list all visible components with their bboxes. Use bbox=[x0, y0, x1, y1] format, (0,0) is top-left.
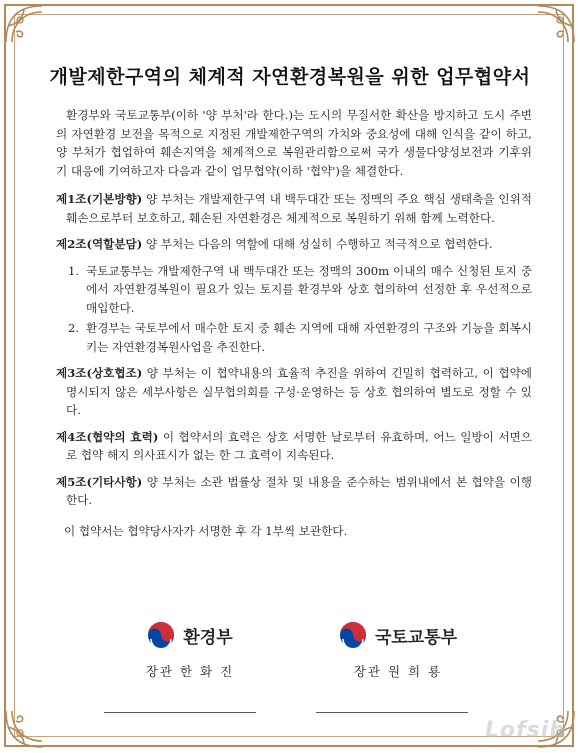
minister-name: 장관 원 희 룡 bbox=[353, 664, 443, 679]
article-5 bbox=[56, 473, 532, 510]
signature-line bbox=[316, 712, 468, 713]
taegeuk-emblem-icon bbox=[339, 621, 367, 649]
item-number: 1. bbox=[68, 263, 80, 278]
signature-block-land bbox=[298, 620, 498, 680]
article-heading: 제2조(역할분담) bbox=[56, 237, 143, 251]
document-title: 개발제한구역의 체계적 자연환경복원을 위한 업무협약서 bbox=[49, 66, 531, 88]
article-heading: 제4조(협약의 효력) bbox=[56, 429, 159, 444]
signature-block-environment bbox=[90, 620, 290, 680]
article-4 bbox=[56, 428, 532, 465]
item-text: 환경부는 국토부에서 매수한 토지 중 훼손 지역에 대해 자연환경의 구조와 기능을 회복시키는 자연환경복원사업을 추진한다. bbox=[86, 321, 532, 354]
article-heading: 제3조(상호협조) bbox=[56, 366, 143, 380]
article-text: 양 부처는 이 협약내용의 효율적 추진을 위하여 긴밀히 협력하고, 이 협약에 명시되지 않은 세부사항은 실무협의회를 구성·운영하는 등 상호 협의하여 별도로 정할 수 있다. bbox=[66, 366, 532, 417]
article-text: 양 부처는 다음의 역할에 대해 성실히 수행하고 적극적으로 협력한다. bbox=[142, 237, 493, 251]
ministry-name: 환경부 bbox=[183, 627, 233, 648]
ministry-name: 국토교통부 bbox=[374, 627, 458, 648]
article-3 bbox=[56, 364, 532, 420]
ministry-logo bbox=[90, 620, 290, 650]
article-heading: 제1조(기본방향) bbox=[56, 192, 143, 206]
article-heading: 제5조(기타사항) bbox=[56, 474, 143, 489]
corner-ornament-icon bbox=[2, 2, 48, 48]
list-item bbox=[68, 262, 532, 318]
corner-ornament-icon bbox=[532, 2, 578, 48]
article-2 bbox=[56, 235, 532, 254]
signature-line bbox=[104, 712, 256, 713]
article-2-items bbox=[68, 262, 532, 357]
taegeuk-emblem-icon bbox=[147, 621, 175, 649]
list-item bbox=[68, 319, 532, 356]
article-1 bbox=[56, 190, 532, 227]
intro-paragraph: 환경부와 국토교통부(이하 '양 부처'라 한다.)는 도시의 무질서한 확산을 방지하고 도시 주변의 자연환경 보전을 목적으로 지정된 개발제한구역의 가치와 중요성에 대해 인식을 같이 하고, 양 부처가 협업하여 훼손지역을 체계적으로 복원관리함으로써 국가 생물다양성보전과 기후위기 대응에 기여하고자 다음과 같이 업무협약(이하 '협약')을 체결한다. bbox=[56, 108, 532, 178]
closing-statement: 이 협약서는 협약당사자가 서명한 후 각 1부씩 보관한다. bbox=[64, 523, 348, 538]
item-number: 2. bbox=[68, 321, 80, 335]
watermark: Lofsib bbox=[484, 718, 566, 743]
article-text: 양 부처는 소관 법률상 절차 및 내용을 준수하는 범위내에서 본 협약을 이행한다. bbox=[66, 474, 532, 507]
minister-name: 장관 한 화 진 bbox=[145, 664, 235, 679]
article-text: 양 부처는 개발제한구역 내 백두대간 또는 정맥의 주요 핵심 생태축을 인위적 훼손으로부터 보호하고, 훼손된 자연환경은 체계적으로 복원하기 위해 함께 노력한다. bbox=[66, 192, 532, 225]
corner-ornament-icon bbox=[2, 705, 48, 751]
item-text: 국토교통부는 개발제한구역 내 백두대간 또는 정맥의 300m 이내의 매수 신청된 토지 중에서 자연환경복원이 필요가 있는 토지를 환경부와 상호 협의하여 선정한 후 우선적으로 매입한다. bbox=[86, 263, 532, 315]
article-text: 이 협약서의 효력은 상호 서명한 날로부터 유효하며, 어느 일방이 서면으로 협약 해지 의사표시가 없는 한 그 효력이 지속된다. bbox=[66, 429, 532, 462]
document-body bbox=[56, 106, 532, 540]
ministry-logo bbox=[298, 620, 498, 650]
